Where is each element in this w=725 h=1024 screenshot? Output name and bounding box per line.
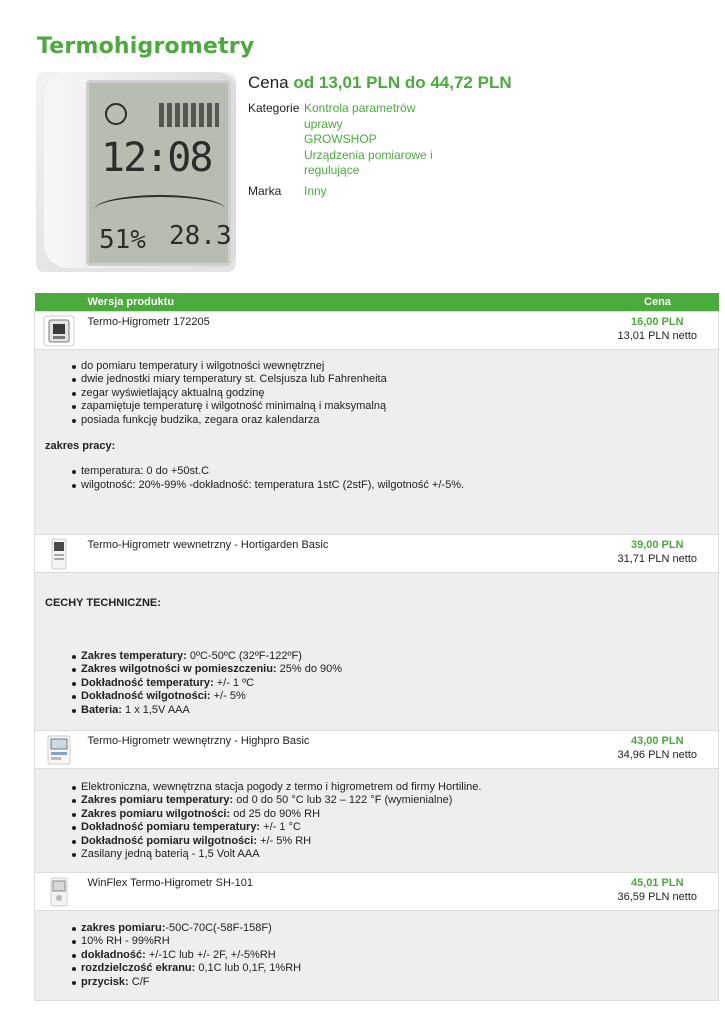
- spec-list: [45, 781, 708, 863]
- table-row: [35, 311, 719, 349]
- lcd-time: 12:08: [101, 135, 212, 181]
- price-net: 31,71 PLN netto: [617, 552, 697, 565]
- product-description: [35, 910, 719, 1000]
- product-thumb[interactable]: [35, 534, 83, 572]
- col-variant: Wersja produktu: [87, 295, 175, 308]
- list-item: Dokładność temperatury: +/- 1 ºC: [45, 677, 708, 691]
- list-item: Dokładność pomiaru wilgotności: +/- 5% RH: [45, 835, 708, 849]
- category-link[interactable]: Kontrola parametrów: [304, 101, 416, 115]
- page-title: Termohigrometry: [37, 34, 255, 59]
- category-link[interactable]: GROWSHOP: [304, 132, 377, 146]
- list-item: dwie jednostki miary temperatury st. Celsjusza lub Fahrenheita: [45, 373, 708, 387]
- col-price: Cena: [644, 295, 671, 308]
- weather-bars-icon: [159, 103, 219, 127]
- product-price: [597, 872, 719, 910]
- product-image: [36, 72, 236, 272]
- product-thumb[interactable]: [35, 730, 83, 768]
- category-list: [304, 101, 454, 179]
- product-price: [597, 730, 719, 768]
- list-item: Zasilany jedną baterią - 1,5 Volt AAA: [45, 848, 708, 862]
- price-net: 34,96 PLN netto: [617, 748, 697, 761]
- category-label: Kategorie: [248, 101, 300, 115]
- list-item: Dokładność pomiaru temperatury: +/- 1 °C: [45, 821, 708, 835]
- section-title: CECHY TECHNICZNE:: [45, 596, 161, 609]
- brand-link[interactable]: Inny: [304, 184, 327, 198]
- category-link[interactable]: regulujące: [304, 163, 360, 177]
- thermohygrometer-thumb-icon: [43, 538, 75, 570]
- range-list: [45, 465, 708, 492]
- list-item: temperatura: 0 do +50st.C: [45, 465, 708, 479]
- list-item: zapamiętuje temperaturę i wilgotność minimalną i maksymalną: [45, 400, 708, 414]
- price-net: 36,59 PLN netto: [617, 890, 697, 903]
- product-thumb[interactable]: [35, 872, 83, 910]
- product-description: [35, 349, 719, 534]
- price-gross: 16,00 PLN: [630, 315, 684, 328]
- product-name[interactable]: WinFlex Termo-Higrometr SH-101: [83, 872, 597, 910]
- feature-list: [45, 360, 708, 428]
- table-header: [35, 293, 719, 311]
- thermohygrometer-thumb-icon: [43, 734, 75, 766]
- list-item: zegar wyświetlający aktualną godzinę: [45, 387, 708, 401]
- list-item: Zakres temperatury: 0ºC-50ºC (32ºF-122ºF): [45, 650, 708, 664]
- list-item: rozdzielczość ekranu: 0,1C lub 0,1F, 1%RH: [45, 962, 708, 976]
- sun-icon: [105, 103, 127, 125]
- product-price: [597, 534, 719, 572]
- product-name[interactable]: Termo-Higrometr wewnetrzny - Hortigarden Basic: [83, 534, 597, 572]
- list-item: Dokładność wilgotności: +/- 5%: [45, 690, 708, 704]
- price-gross: 45,01 PLN: [630, 876, 684, 889]
- table-row: [35, 872, 719, 910]
- thermohygrometer-thumb-icon: [43, 315, 75, 347]
- list-item: zakres pomiaru:-50C-70C(-58F-158F): [45, 922, 708, 936]
- product-name[interactable]: Termo-Higrometr 172205: [83, 311, 597, 349]
- table-row: [35, 730, 719, 768]
- list-item: Zakres pomiaru temperatury: od 0 do 50 °C lub 32 – 122 °F (wymienialne): [45, 794, 708, 808]
- list-item: posiada funkcję budzika, zegara oraz kalendarza: [45, 414, 708, 428]
- product-description: [35, 768, 719, 872]
- spec-list: [45, 922, 708, 990]
- price-gross: 39,00 PLN: [630, 538, 684, 551]
- price-range-value: od 13,01 PLN do 44,72 PLN: [293, 73, 512, 92]
- list-item: przycisk: C/F: [45, 976, 708, 990]
- price-gross: 43,00 PLN: [630, 734, 684, 747]
- spec-list: [45, 650, 708, 718]
- list-item: Zakres wilgotności w pomieszczeniu: 25% do 90%: [45, 663, 708, 677]
- category-link[interactable]: Urządzenia pomiarowe i: [304, 147, 433, 162]
- list-item: Elektroniczna, wewnętrzna stacja pogody z termo i higrometrem od firmy Hortiline.: [45, 781, 708, 795]
- product-thumb[interactable]: [35, 311, 83, 349]
- comfort-arc: [95, 195, 225, 223]
- brand-label: Marka: [248, 184, 282, 198]
- list-item: do pomiaru temperatury i wilgotności wewnętrznej: [45, 360, 708, 374]
- lcd-humidity: 51%: [99, 225, 146, 255]
- product-name[interactable]: Termo-Higrometr wewnętrzny - Highpro Basic: [83, 730, 597, 768]
- variants-table: [34, 293, 719, 1001]
- thermohygrometer-thumb-icon: [43, 876, 75, 908]
- list-item: Bateria: 1 x 1,5V AAA: [45, 704, 708, 718]
- list-item: wilgotność: 20%-99% -dokładność: temperatura 1stC (2stF), wilgotność +/-5%.: [45, 479, 708, 493]
- category-link[interactable]: uprawy: [304, 116, 343, 131]
- lcd-display: [86, 80, 231, 266]
- price-net: 13,01 PLN netto: [617, 329, 697, 342]
- price-range: [248, 73, 512, 93]
- list-item: dokładność: +/-1C lub +/- 2F, +/-5%RH: [45, 949, 708, 963]
- product-price: [597, 311, 719, 349]
- list-item: Zakres pomiaru wilgotności: od 25 do 90% RH: [45, 808, 708, 822]
- list-item: 10% RH - 99%RH: [45, 935, 708, 949]
- lcd-temperature: 28.3: [169, 221, 232, 251]
- product-description: [35, 572, 719, 730]
- table-row: [35, 534, 719, 572]
- section-title: zakres pracy:: [45, 440, 116, 453]
- price-label: Cena: [248, 73, 289, 92]
